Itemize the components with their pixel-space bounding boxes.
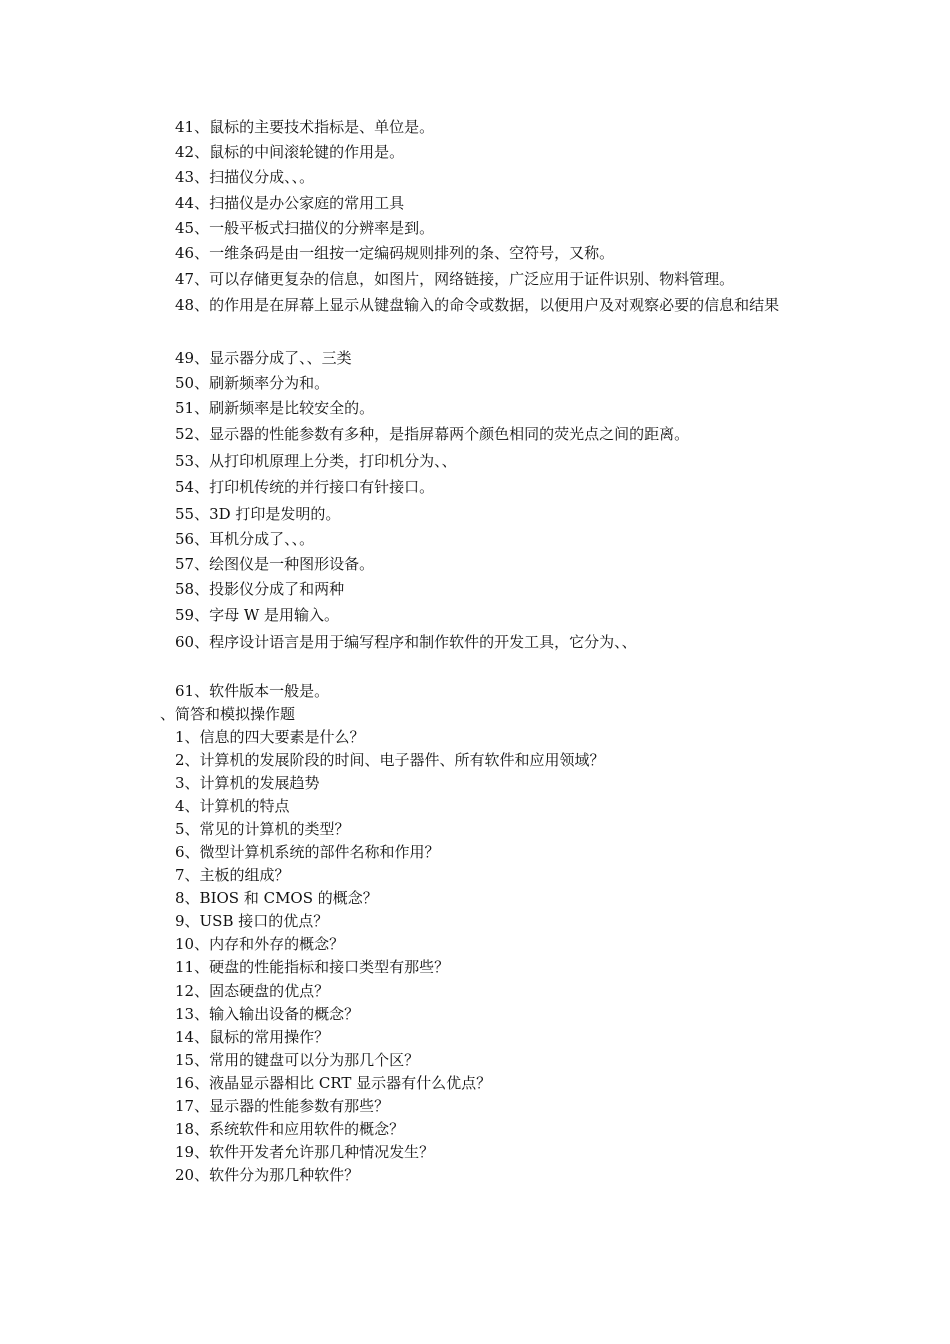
section-heading: 、简答和模拟操作题 — [160, 705, 296, 723]
fill-item-58: 58、投影仪分成了和两种 — [175, 580, 345, 598]
qa-item-7: 7、主板的组成？ — [175, 866, 290, 884]
fill-item-52: 52、显示器的性能参数有多种，是指屏幕两个颜色相同的荧光点之间的距离。 — [175, 425, 690, 443]
fill-item-42: 42、鼠标的中间滚轮键的作用是。 — [175, 143, 405, 161]
fill-item-48: 48、的作用是在屏幕上显示从键盘输入的命令或数据，以便用户及对观察必要的信息和结果 — [175, 296, 780, 314]
fill-item-56: 56、耳机分成了、、。 — [175, 530, 315, 548]
qa-item-6: 6、微型计算机系统的部件名称和作用？ — [175, 843, 440, 861]
fill-item-57: 57、绘图仪是一种图形设备。 — [175, 555, 375, 573]
qa-item-2: 2、计算机的发展阶段的时间、电子器件、所有软件和应用领域？ — [175, 751, 605, 769]
fill-item-50: 50、刷新频率分为和。 — [175, 374, 330, 392]
qa-item-13: 13、输入输出设备的概念？ — [175, 1005, 360, 1023]
fill-item-54: 54、打印机传统的并行接口有针接口。 — [175, 478, 435, 496]
qa-item-14: 14、鼠标的常用操作？ — [175, 1028, 330, 1046]
qa-item-3: 3、计算机的发展趋势 — [175, 774, 320, 792]
fill-item-46: 46、一维条码是由一组按一定编码规则排列的条、空符号，又称。 — [175, 244, 615, 262]
qa-item-16: 16、液晶显示器相比 CRT 显示器有什么优点？ — [175, 1074, 492, 1092]
fill-item-55: 55、3D 打印是发明的。 — [175, 505, 341, 523]
qa-item-8: 8、BIOS 和 CMOS 的概念？ — [175, 889, 378, 907]
qa-item-19: 19、软件开发者允许那几种情况发生？ — [175, 1143, 435, 1161]
qa-item-17: 17、显示器的性能参数有那些？ — [175, 1097, 390, 1115]
fill-item-47: 47、可以存储更复杂的信息，如图片，网络链接，广泛应用于证件识别、物料管理。 — [175, 270, 735, 288]
fill-item-59: 59、字母 W 是用输入。 — [175, 606, 340, 624]
qa-item-18: 18、系统软件和应用软件的概念？ — [175, 1120, 405, 1138]
fill-item-49: 49、显示器分成了、、三类 — [175, 349, 352, 367]
qa-item-1: 1、信息的四大要素是什么？ — [175, 728, 365, 746]
qa-item-20: 20、软件分为那几种软件？ — [175, 1166, 360, 1184]
fill-item-43: 43、扫描仪分成、、。 — [175, 168, 315, 186]
fill-item-45: 45、一般平板式扫描仪的分辨率是到。 — [175, 219, 435, 237]
qa-item-12: 12、固态硬盘的优点？ — [175, 982, 330, 1000]
qa-item-11: 11、硬盘的性能指标和接口类型有那些？ — [175, 958, 450, 976]
qa-item-4: 4、计算机的特点 — [175, 797, 290, 815]
fill-item-44: 44、扫描仪是办公家庭的常用工具 — [175, 194, 405, 212]
qa-item-5: 5、常见的计算机的类型？ — [175, 820, 350, 838]
fill-item-41: 41、鼠标的主要技术指标是、单位是。 — [175, 118, 435, 136]
fill-item-60: 60、程序设计语言是用于编写程序和制作软件的开发工具，它分为、、 — [175, 633, 637, 651]
qa-item-10: 10、内存和外存的概念？ — [175, 935, 345, 953]
fill-item-51: 51、刷新频率是比较安全的。 — [175, 399, 375, 417]
qa-item-15: 15、常用的键盘可以分为那几个区？ — [175, 1051, 420, 1069]
fill-item-53: 53、从打印机原理上分类，打印机分为、、 — [175, 452, 457, 470]
qa-item-9: 9、USB 接口的优点？ — [175, 912, 329, 930]
fill-item-61: 61、软件版本一般是。 — [175, 682, 330, 700]
